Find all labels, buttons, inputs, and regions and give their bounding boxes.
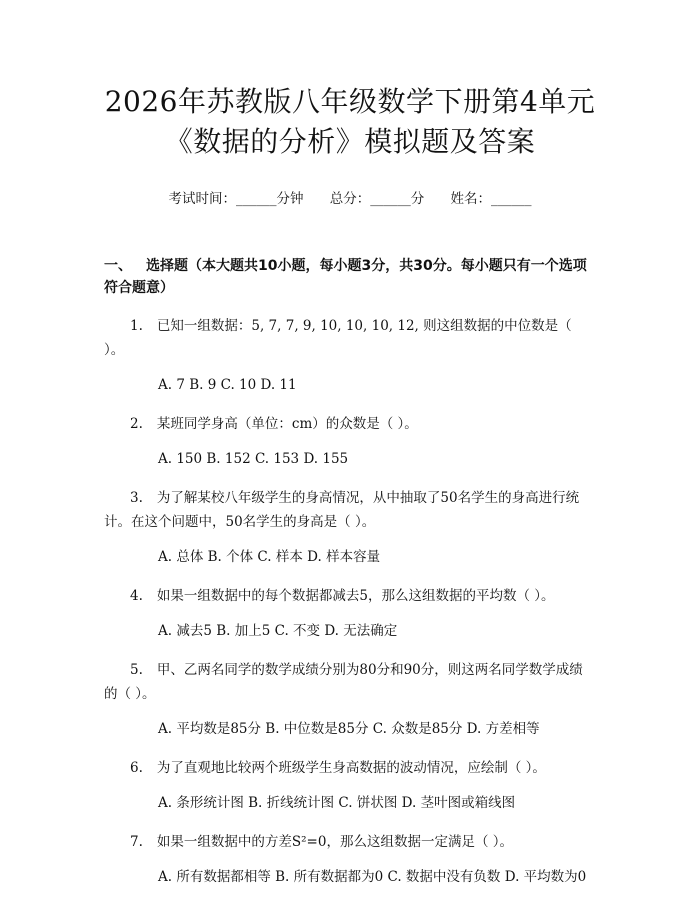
question-options: A. 减去5 B. 加上5 C. 不变 D. 无法确定 [158,623,398,639]
question-stem [104,314,596,362]
question-options: A. 总体 B. 个体 C. 样本 D. 样本容量 [158,549,381,565]
question-text: 如果一组数据中的方差S²=0，那么这组数据一定满足（ ）。 [156,834,513,850]
exam-time: 考试时间：______分钟 [168,191,304,207]
question-number: 6. [130,760,143,776]
question-number: 7. [130,834,143,850]
question-stem [104,830,596,854]
student-name: 姓名：______ [450,191,532,207]
question-text: 为了直观地比较两个班级学生身高数据的波动情况，应绘制（ ）。 [156,760,546,776]
question-stem [104,412,596,436]
question-3 [104,486,596,569]
page-title: 2026年苏教版八年级数学下册第4单元《数据的分析》模拟题及答案 [104,85,596,158]
section-heading [104,255,596,299]
question-7 [104,830,596,889]
exam-total-score: 总分：______分 [329,191,425,207]
question-number: 2. [130,416,143,432]
question-5 [104,658,596,741]
question-number: 4. [130,588,143,604]
question-stem [104,486,596,534]
question-4 [104,584,596,643]
question-text: 为了解某校八年级学生的身高情况，从中抽取了50名学生的身高进行统计。在这个问题中，50名学生的身高是（ ）。 [104,490,580,530]
question-stem [104,756,596,780]
section-text: 选择题（本大题共10小题，每小题3分，共30分。每小题只有一个选项符合题意） [104,258,587,296]
question-6 [104,756,596,815]
question-number: 5. [130,662,143,678]
question-number: 1. [130,318,143,334]
question-options: A. 条形统计图 B. 折线统计图 C. 饼状图 D. 茎叶图或箱线图 [158,795,516,811]
question-text: 甲、乙两名同学的数学成绩分别为80分和90分，则这两名同学数学成绩的（ ）。 [104,662,583,702]
question-text: 已知一组数据：5, 7, 7, 9, 10, 10, 10, 12, 则这组数据的中位数是（ ）。 [104,318,572,358]
question-options: A. 7 B. 9 C. 10 D. 11 [158,377,297,393]
question-options: A. 所有数据都相等 B. 所有数据都为0 C. 数据中没有负数 D. 平均数为0 [158,869,587,885]
question-options: A. 平均数是85分 B. 中位数是85分 C. 众数是85分 D. 方差相等 [158,721,540,737]
question-number: 3. [130,490,143,506]
section-number: 一、 [104,258,132,274]
question-text: 如果一组数据中的每个数据都减去5，那么这组数据的平均数（ ）。 [156,588,555,604]
question-2 [104,412,596,471]
exam-meta [104,189,596,209]
question-stem [104,658,596,706]
question-stem [104,584,596,608]
question-text: 某班同学身高（单位：cm）的众数是（ ）。 [156,416,418,432]
question-options: A. 150 B. 152 C. 153 D. 155 [158,451,349,467]
question-1 [104,314,596,397]
